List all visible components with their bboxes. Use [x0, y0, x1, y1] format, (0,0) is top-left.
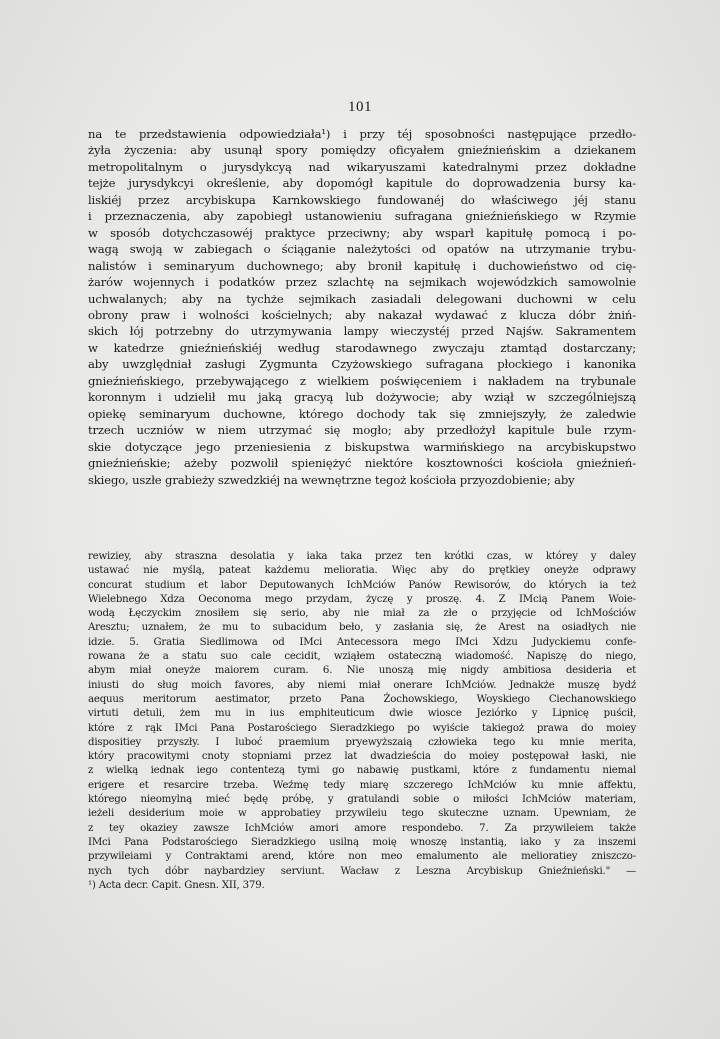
- main-text-line: tejże jurysdykcyi określenie, aby dopomógł kapitule do doprowadzenia bursy ka-: [88, 176, 636, 191]
- footnote-line: abym miał oneyże maiorem curam. 6. Nie unoszą mię nigdy ambitiosa desideria et: [88, 665, 636, 677]
- main-text-line: wagą swoją w zabiegach o ściąganie należytości od opatów na utrzymanie trybu-: [88, 242, 636, 257]
- footnote-line: z wielką iednak iego contentezą tymi go nabawię pustkami, które z fundamentu niemal: [88, 765, 636, 777]
- main-text-line: koronnym i udzielił mu jaką gracyą lub dożywocie; aby wziął w szczególniejszą: [88, 390, 636, 405]
- main-text-line: gnieźnieńskiego, przebywającego z wielkiem poświęceniem i nakładem na trybunale: [88, 373, 636, 388]
- main-text-line: żyła życzenia: aby usunął spory pomiędzy oficyałem gnieźnieńskim a dziekanem: [88, 143, 636, 158]
- main-text-line: skich łój potrzebny do utrzymywania lampy wieczystéj przed Najśw. Sakramentem: [88, 324, 636, 339]
- page-number: 101: [348, 99, 372, 115]
- main-text-line: skie dotyczące jego przeniesienia z biskupstwa warmińskiego na arcybiskupstwo: [88, 439, 636, 454]
- footnote-line: iniusti do sług moich favores, aby niemi miał onerare IchMciów. Jednakże muszę bydź: [88, 679, 636, 691]
- main-text-line: opiekę seminaryum duchowne, którego dochody tak się zmniejszyły, że zaledwie: [88, 406, 636, 421]
- main-text-line: obrony praw i wolności kościelnych; aby nakazał wydawać z klucza dóbr żniń-: [88, 307, 636, 322]
- footnote-line: nych tych dóbr naybardziey serviunt. Wacław z Leszna Arcybiskup Gnieźnieński." —: [88, 865, 636, 877]
- footnote-block: [88, 550, 636, 893]
- footnote-line: Wielebnego Xdza Oeconoma mego przydam, życzę y proszę. 4. Z IMcią Panem Woie-: [88, 593, 636, 605]
- main-text-line: żarów wojennych i podatków przez szlachtę na sejmikach wojewódzkich samowolnie: [88, 275, 636, 290]
- main-text-line: aby uwzględniał zasługi Zygmunta Czyżowskiego sufragana płockiego i kanonika: [88, 357, 636, 372]
- main-text-line: gnieźnieńskie; ażeby pozwolił spieniężyć niektóre kosztowności kościoła gnieźnień-: [88, 456, 636, 471]
- footnote-line: ieżeli desiderium moie w approbatiey przywileiu tego skuteczne uznam. Upewniam, że: [88, 808, 636, 820]
- footnote-line: rewiziey, aby straszna desolatia y iaka taka przez ten krótki czas, w którey y daley: [88, 551, 636, 562]
- footnote-line: ustawać nie myślą, pateat każdemu melioratia. Więc aby do prętkiey oneyże odprawy: [88, 565, 636, 577]
- main-text-line: w sposób dotychczasowéj praktyce przeciwny; aby wsparł kapitułę pomocą i po-: [88, 225, 636, 240]
- footnote-line: przywileiami y Contraktami arend, które non meo emalumento ale melioratiey zniszczo-: [88, 851, 636, 863]
- main-text-line: uchwalanych; aby na tychże sejmikach zasiadali delegowani duchowni w celu: [88, 291, 636, 306]
- main-text-line: metropolitalnym o jurysdykcyą nad wikaryuszami katedralnymi przez dokładne: [88, 159, 636, 174]
- footnote-line: aequus meritorum aestimator, przeto Pana Żochowskiego, Woyskiego Ciechanowskiego: [88, 693, 636, 705]
- footnote-line: który pracowitymi cnoty stopniami przez lat dwadzieścia do moiey postępował łaski, nie: [88, 751, 636, 763]
- footnote-line: które z rąk IMci Pana Postarościego Sieradzkiego po wyiście takiegoż prawa do moiey: [88, 722, 636, 734]
- footnote-line: concurat studium et labor Deputowanych IchMciów Panów Rewisorów, do których ia też: [88, 579, 636, 591]
- footnote-line: z tey okaziey zawsze IchMciów amori amore respondebo. 7. Za przywileiem także: [88, 822, 636, 834]
- footnote-line: erigere et resarcire trzeba. Weźmę tedy miarę szczerego IchMciów ku mnie affektu,: [88, 779, 636, 791]
- main-text-line: liskiéj przez arcybiskupa Karnkowskiego fundowanéj do właściwego jéj stanu: [88, 192, 636, 207]
- main-text-line: skiego, uszłe grabieży szwedzkiéj na wewnętrzne tegoż kościoła przyozdobienie; aby: [88, 472, 575, 487]
- main-text-line: na te przedstawienia odpowiedziała¹) i przy téj sposobności następujące przedło-: [88, 127, 636, 141]
- main-text-line: trzech uczniów w niem utrzymać się mogło; aby przedłożył kapitule bule rzym-: [88, 423, 636, 438]
- footnote-line: ¹) Acta decr. Capit. Gnesn. XII, 379.: [88, 879, 265, 891]
- footnote-line: idzie. 5. Gratia Siedlimowa od IMci Antecessora mego IMci Xdzu Judyckiemu confe-: [88, 636, 636, 648]
- footnote-line: Aresztu; uznałem, że mu to subacidum beło, y zasłania się, że Arest na osiadłych nie: [88, 622, 636, 634]
- footnote-line: virtuti detuli, żem mu in ius emphiteuticum dwie wiosce Jeziórko y Lipnicę puścił,: [88, 708, 636, 720]
- main-text-line: w katedrze gnieźnieńskiéj według starodawnego zwyczaju ztamtąd dostarczany;: [88, 340, 636, 355]
- main-text-line: nalistów i seminaryum duchownego; aby bronił kapitułę i duchowieństwo od cię-: [88, 258, 636, 273]
- footnote-line: rowana że a statu suo cale cecidit, wziąłem ostateczną wiadomość. Napiszę do niego,: [88, 651, 636, 663]
- main-text-line: i przeznaczenia, aby zapobiegł ustanowieniu sufragana gnieźnieńskiego w Rzymie: [88, 209, 636, 224]
- main-text: [88, 126, 636, 488]
- footnote-line: IMci Pana Podstarościego Sieradzkiego usilną moię wnoszę instantią, iako y za inszemi: [88, 836, 636, 848]
- footnote-line: którego nieomylną mieć będę próbę, y gratulandi sobie o miłości IchMciów materiam,: [88, 794, 636, 806]
- footnote-line: wodą Łęczyckim znosiłem się serio, aby nie miał za złe o przyjęcie od IchMościów: [88, 608, 636, 620]
- footnote-line: dispositiey przyszły. I luboć praemium pryewyższaią człowieka tego ku mnie merita,: [88, 736, 636, 748]
